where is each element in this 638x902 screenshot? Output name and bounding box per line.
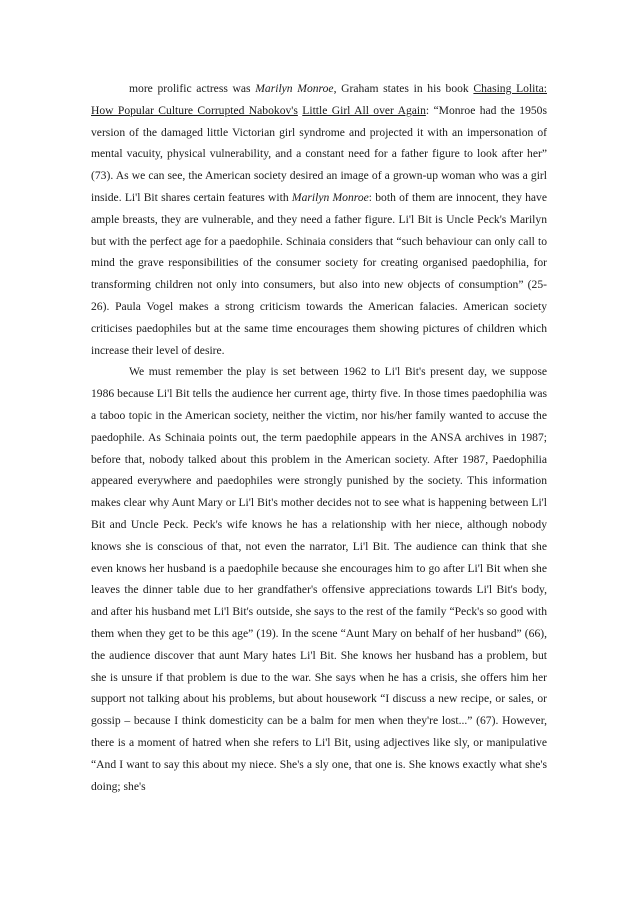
book-title-chasing-lolita: Chasing Lolita: How Popular Culture Corrupted Nabokov's bbox=[91, 82, 547, 117]
body-text bbox=[91, 78, 547, 797]
italic-marilyn-monroe-2: Marilyn Monroe bbox=[291, 190, 369, 204]
book-title-little-girl: Little Girl All over Again bbox=[302, 103, 426, 117]
italic-marilyn-monroe: Marilyn Monroe bbox=[255, 82, 334, 95]
paragraph-1: more prolific actress was Marilyn Monroe, Graham states in his book Chasing Lolita: How Popular Culture Corrupted Nabokov's Little Girl All over Again: “Monroe had the 1950s version of the damaged little Victorian girl syndrome and projected it with an impersonation of mental vacuity, physical vulnerability, and a constant need for a father figure to look after her” (73). As we can see, the American society desired an image of a grown-up woman who was a girl inside. Li'l Bit shares certain features with Marilyn Monroe: both of them are innocent, they have ample breasts, they are vulnerable, and they need a father figure. Li'l Bit is Uncle Peck's Marilyn but with the perfect age for a paedophile. Schinaia considers that “such behaviour can only call to mind the grave responsibilities of the consumer society for creating organised paedophilia, for transforming children not only into consumers, but also into new objects of consumption” (25-26). Paula Vogel makes a strong criticism towards the American falacies. American society criticises paedophiles but at the same time encourages them showing pictures of children which increase their level of desire. bbox=[91, 82, 548, 357]
paragraph-2: We must remember the play is set between 1962 to Li'l Bit's present day, we suppose 1986 because Li'l Bit tells the audience her current age, thirty five. In those times paedophilia was a taboo topic in the American society, neither the victim, nor his/her family wanted to accuse the paedophile. As Schinaia points out, the term paedophile appears in the ANSA archives in 1987; before that, nobody talked about this problem in the American society. After 1987, Paedophilia appeared everywhere and paedophiles were strongly punished by the society. This information makes clear why Aunt Mary or Li'l Bit's mother decides not to see what is happening between Li'l Bit and Uncle Peck. Peck's wife knows he has a relationship with her niece, although nobody knows she is conscious of that, not even the narrator, Li'l Bit. The audience can think that she even knows her husband is a paedophile because she encourages him to go after Li'l Bit when she leaves the dinner table due to her grandfather's offensive appreciations towards Li'l Bit's body, and after his husband met Li'l Bit's outside, she says to the rest of the family “Peck's so good with them when they get to be this age” (19). In the scene “Aunt Mary on behalf of her husband” (66), the audience discover that aunt Mary hates Li'l Bit. She knows her husband has a problem, but she is unsure if that problem is due to the war. She says when he has a crisis, she offers him her support not talking about his problems, but about housework “I discuss a new recipe, or sales, or gossip – because I think domesticity can be a balm for men when they're lost...” (67). However, there is a moment of hatred when she refers to Li'l Bit, using adjectives like sly, or manipulative “And I want to say this about my niece. She's a sly one, that one is. She knows exactly what she's doing; she's bbox=[91, 365, 547, 793]
